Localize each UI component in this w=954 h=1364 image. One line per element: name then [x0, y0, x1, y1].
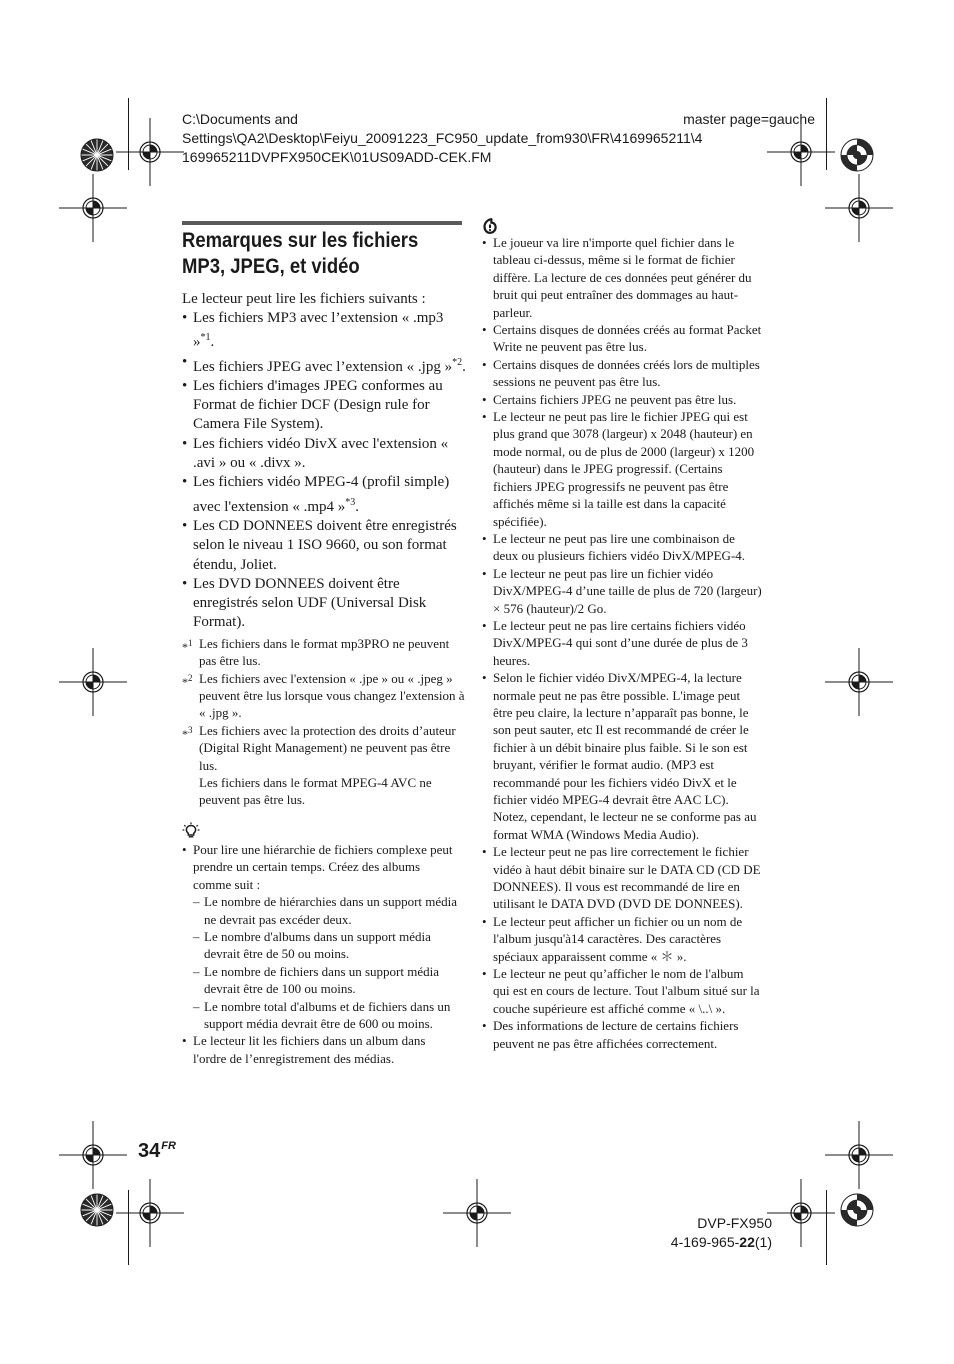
file-path-line3: 169965211DVPFX950CEK\01US09ADD-CEK.FM: [182, 149, 492, 165]
master-page-label: master page=gauche: [683, 111, 815, 127]
list-item: • Certains fichiers JPEG ne peuvent pas être lus.: [482, 391, 762, 408]
supported-files-list: [182, 309, 467, 633]
list-item: • Les fichiers JPEG avec l’extension « .jpg »$^{*2}$.: [182, 353, 467, 377]
section-title: Remarques sur les fichiers MP3, JPEG, et vidéo: [182, 229, 419, 278]
tips-section: [182, 841, 460, 1067]
list-item: • Le lecteur ne peut pas lire le fichier JPEG qui est plus grand que 3078 (largeur) x 2048 (hauteur) en mode normal, ou de plus de 2000 (largeur) x 1200 (hauteur) dans le JPEG progressif. (Certains fichiers JPEG progressifs ne peuvent pas être affichés même si la taille est dans la capacité spécifiée).: [482, 408, 762, 530]
footnote: *$^2$ Les fichiers avec l'extension « .jpe » ou « .jpeg » peuvent être lus lorsque vous changez l'extension à « .jpg ».: [182, 670, 465, 721]
list-item: • Les fichiers MP3 avec l’extension « .mp3 »$^{*1}$.: [182, 309, 467, 353]
file-path-line1: C:\Documents and: [182, 111, 298, 127]
list-item: • Le lecteur peut afficher un fichier ou un nom de l'album jusqu'à14 caractères. Des caractères spéciaux apparaissent comme « ＊ ».: [482, 913, 762, 965]
list-item: • Le lecteur ne peut qu’afficher le nom de l'album qui est en cours de lecture. Tout l'album situé sur la couche supérieure est affiché comme « \..\ ».: [482, 965, 762, 1017]
page-lang: FR: [161, 1140, 176, 1152]
footnote: *$^3$ Les fichiers avec la protection des droits d’auteur (Digital Right Management) ne peuvent pas être lus.: [182, 722, 456, 773]
list-item: • Selon le fichier vidéo DivX/MPEG-4, la lecture normale peut ne pas être possible. L'image peut être peu claire, la lecture n’apparaît pas bonne, le son peut sauter, etc Il est recommandé de créer le fichier à un débit binaire plus faible. Si le son est bruyant, vérifier le format audio. (MP3 est recommandé pour les fichiers vidéo DivX et le fichier vidéo MPEG-4 devrait être AAC LC). Notez, cependant, le lecteur ne se conforme pas au format WMA (Windows Media Audio).: [482, 669, 762, 843]
intro-text: Le lecteur peut lire les fichiers suivants :: [182, 291, 426, 307]
footnote-extra: Les fichiers dans le format MPEG-4 AVC ne peuvent pas être lus.: [199, 775, 432, 808]
list-item: • Les CD DONNEES doivent être enregistrés selon le niveau 1 ISO 9660, ou son format étendu, Joliet.: [182, 517, 467, 575]
list-item: – Le nombre de fichiers dans un support média devrait être de 100 ou moins.: [193, 963, 460, 998]
list-item: – Le nombre de hiérarchies dans un support média ne devrait pas excéder deux.: [193, 893, 460, 928]
footer-model: DVP-FX950: [697, 1215, 772, 1231]
list-item: • Les fichiers vidéo MPEG-4 (profil simple) avec l'extension « .mp4 »$^{*3}$.: [182, 473, 467, 517]
notes-list: [482, 234, 762, 1052]
list-item: • Le lecteur lit les fichiers dans un album dans l'ordre de l’enregistrement des médias.: [182, 1032, 460, 1067]
footnote: *$^1$ Les fichiers dans le format mp3PRO ne peuvent pas être lus.: [182, 635, 450, 669]
list-item: • Certains disques de données créés au format Packet Write ne peuvent pas être lus.: [482, 321, 762, 356]
list-item: • Les DVD DONNEES doivent être enregistrés selon UDF (Universal Disk Format).: [182, 575, 467, 633]
list-item: • Des informations de lecture de certains fichiers peuvent ne pas être affichées correctement.: [482, 1017, 762, 1052]
list-item: • Pour lire une hiérarchie de fichiers complexe peut prendre un certain temps. Créez des albums comme suit : – Le nombre de hiérarchies dans un support média ne devrait pas excéder deux. – Le nombre d'albums dans un support média devrait être de 50 ou moins. – Le nombre de fichiers dans un support média devrait être de 100 ou moins. – Le nombre total d'albums et de fichiers dans un support média devrait être de 600 ou moins.: [182, 841, 460, 1032]
list-item: • Les fichiers d'images JPEG conformes au Format de fichier DCF (Design rule for Camera File System).: [182, 377, 467, 435]
page-number: $34^{FR}$: [138, 1140, 176, 1162]
list-item: • Le lecteur ne peut pas lire un fichier vidéo DivX/MPEG-4 d’une taille de plus de 720 (largeur) × 576 (hauteur)/2 Go.: [482, 565, 762, 617]
caution-icon: [482, 218, 498, 234]
list-item: • Les fichiers vidéo DivX avec l'extension « .avi » ou « .divx ».: [182, 435, 467, 474]
file-path-line2: Settings\QA2\Desktop\Feiyu_20091223_FC950_update_from930\FR\4169965211\4: [182, 130, 703, 146]
lightbulb-icon: [182, 822, 200, 840]
list-item: • Certains disques de données créés lors de multiples sessions ne peuvent pas être lus.: [482, 356, 762, 391]
list-item: • Le lecteur peut ne pas lire correctement le fichier vidéo à haut débit binaire sur le DATA CD (CD DE DONNEES). Il vous est recommandé de lire en utilisant le DATA DVD (DVD DE DONNEES).: [482, 843, 762, 913]
footnotes: [182, 635, 467, 809]
left-column: [182, 290, 467, 809]
notes-section: [482, 234, 762, 1052]
list-item: – Le nombre d'albums dans un support média devrait être de 50 ou moins.: [193, 928, 460, 963]
tips-list: [182, 841, 460, 1067]
tips-sublist: [193, 893, 460, 1032]
list-item: • Le lecteur ne peut pas lire une combinaison de deux ou plusieurs fichiers vidéo DivX/MPEG-4.: [482, 530, 762, 565]
title-rule: [182, 221, 462, 225]
list-item: • Le lecteur peut ne pas lire certains fichiers vidéo DivX/MPEG-4 qui sont d’une durée de plus de 3 heures.: [482, 617, 762, 669]
list-item: • Le joueur va lire n'importe quel fichier dans le tableau ci-dessus, même si le format de fichier diffère. La lecture de ces données peut générer du bruit qui peut entraîner des dommages au haut-parleur.: [482, 234, 762, 321]
list-item: – Le nombre total d'albums et de fichiers dans un support média devrait être de 600 ou moins.: [193, 998, 460, 1033]
footer-code: 4-169-965-22(1): [670, 1234, 772, 1250]
